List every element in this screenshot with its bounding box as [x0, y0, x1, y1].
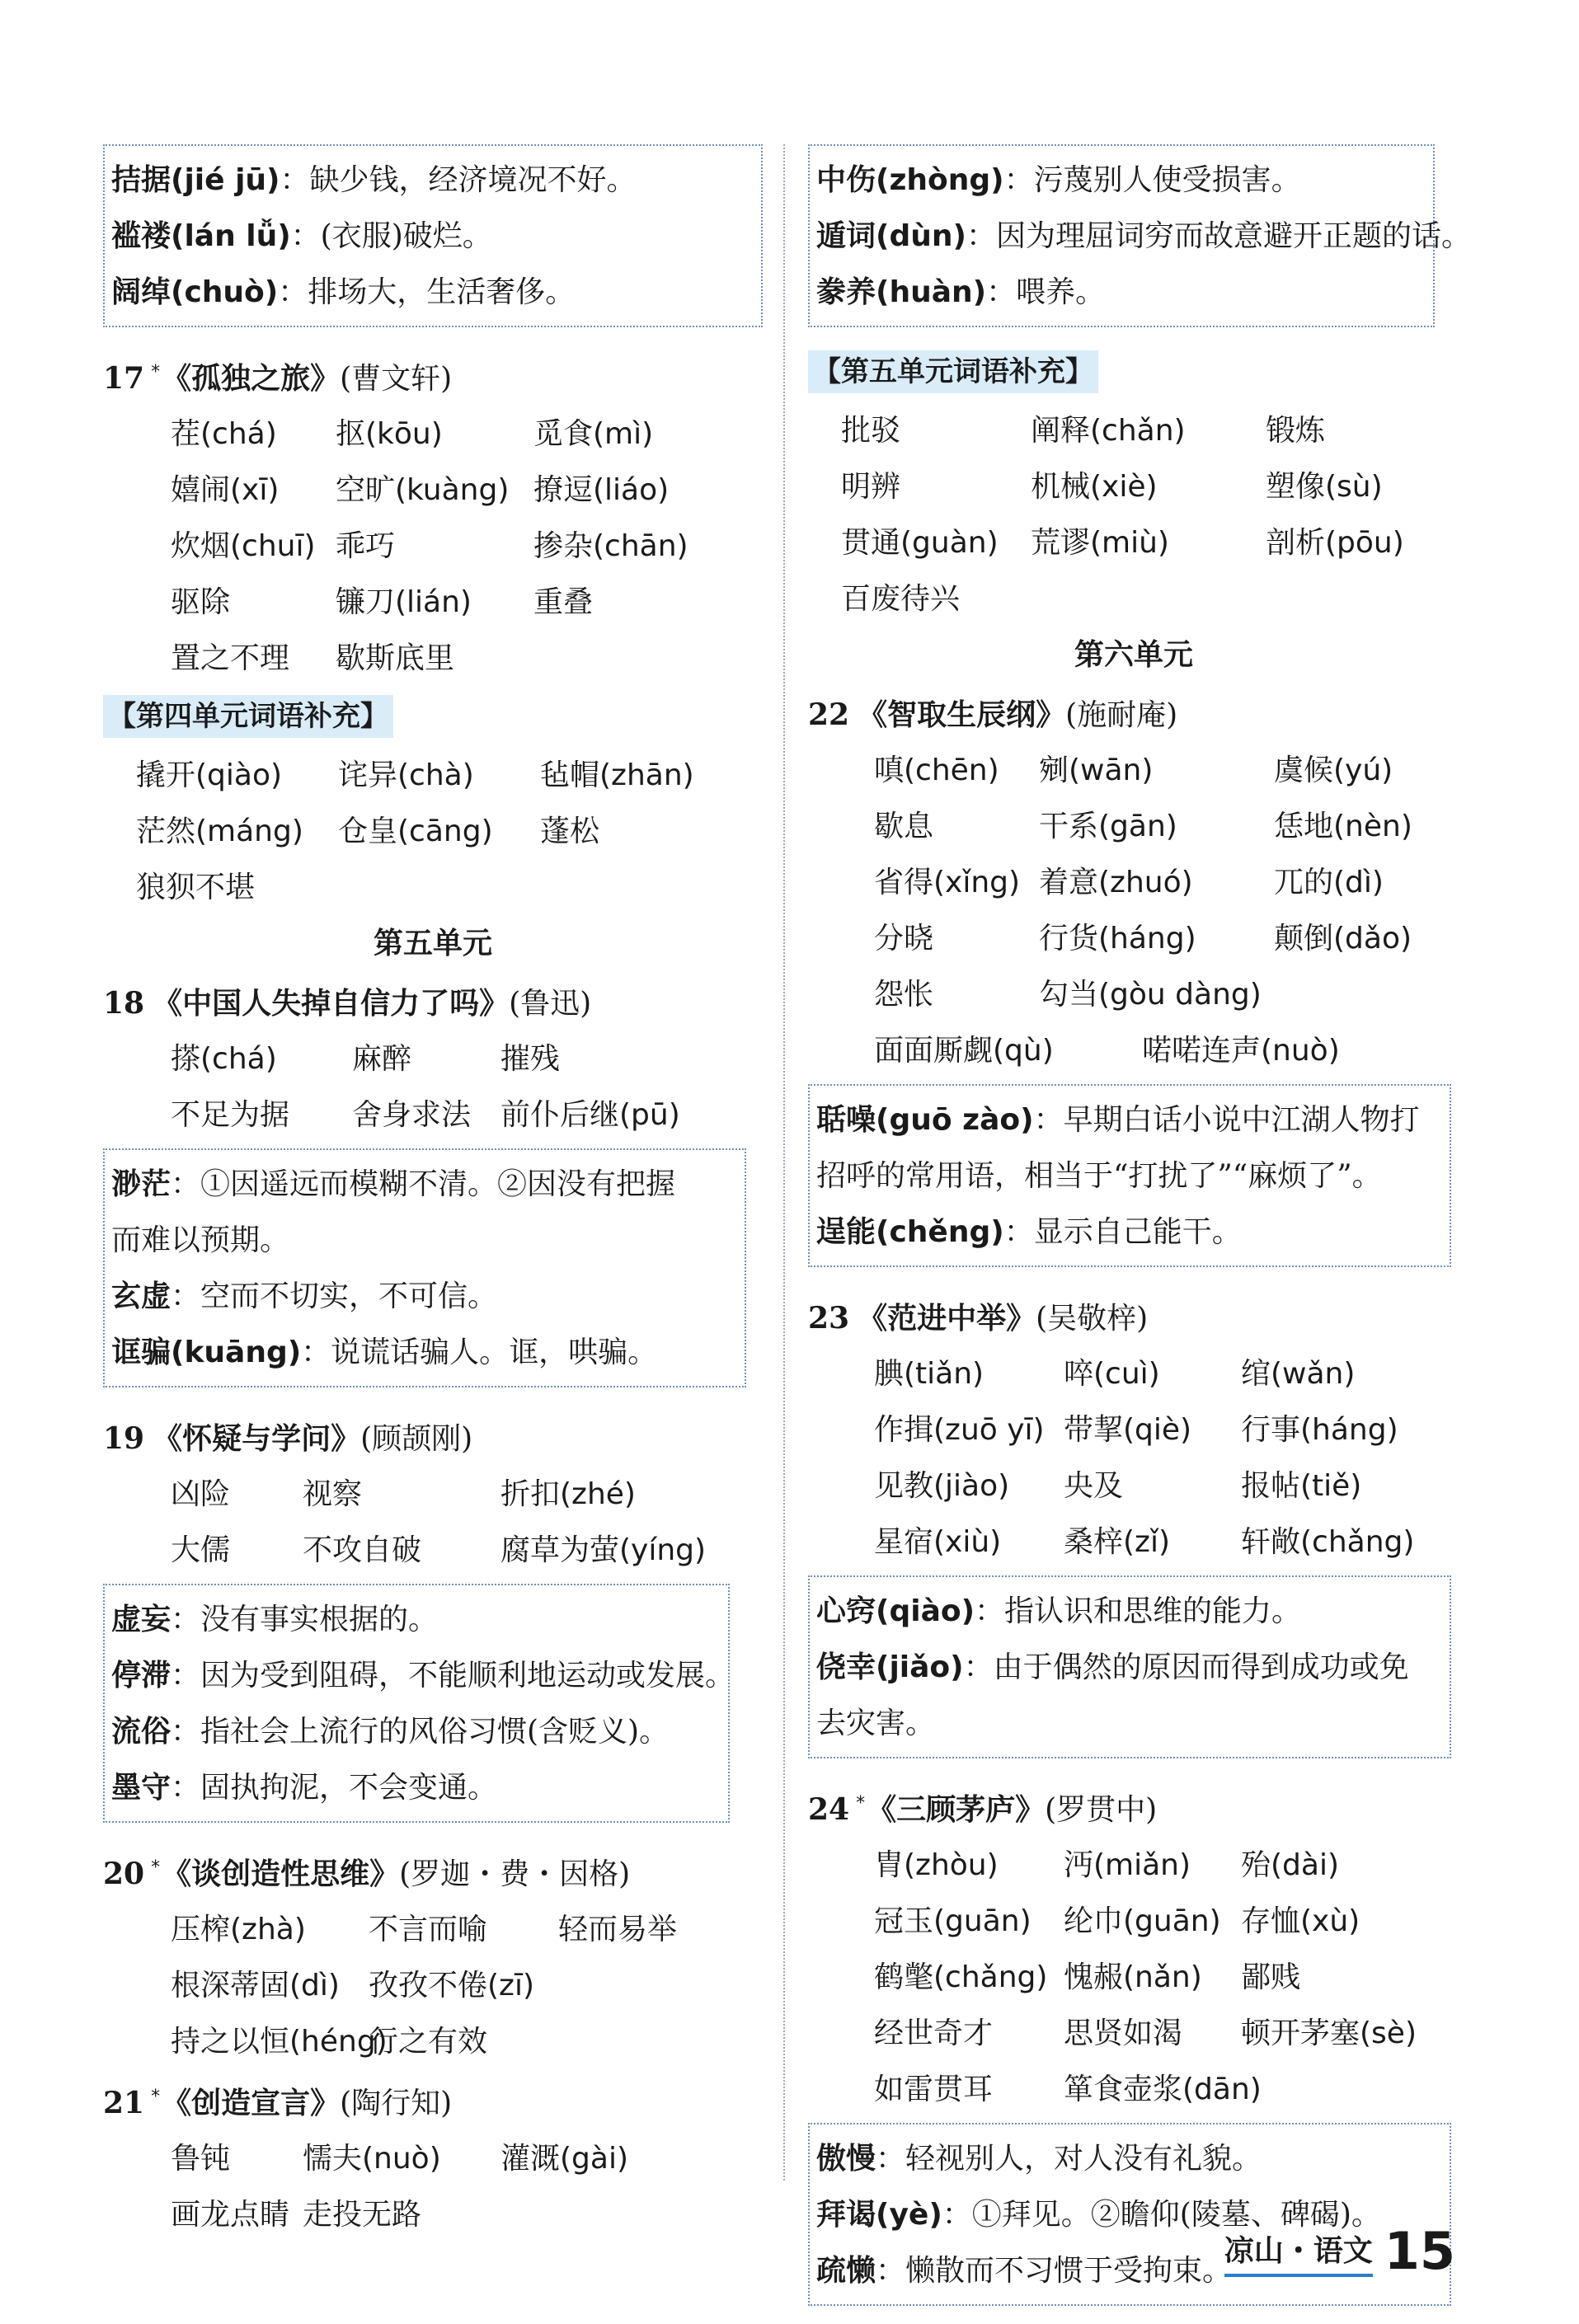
vocab-word: 重叠: [533, 585, 594, 619]
unit-supplement-title: 【第四单元词语补充】: [103, 695, 393, 738]
lesson-star: *: [856, 1793, 866, 1814]
vocab-word: [558, 2014, 748, 2070]
definition-text: ：因为理屈词穷而故意避开正题的话。: [966, 219, 1471, 253]
definition-line: [111, 1269, 738, 1325]
definition-text: ：空而不切实，不可信。: [171, 1279, 498, 1313]
footer-label: 凉山・语文: [1224, 2231, 1373, 2277]
vocab-word: [1031, 571, 1266, 627]
vocab-word: 见教(jiào): [874, 1469, 1010, 1503]
vocab-word: 分晓: [874, 922, 934, 955]
definition-text: ：说谎话骗人。诓，哄骗。: [301, 1336, 658, 1369]
definition-line: [816, 1204, 1443, 1261]
word-list: [808, 1838, 1459, 2118]
lesson-number: 23: [808, 1301, 850, 1336]
definition-box: [103, 1584, 735, 1823]
lesson-author: (罗迦・费・因格): [399, 1857, 631, 1891]
definition-term: 阔绰(chuò): [111, 275, 279, 309]
vocab-word: 作揖(zuō yī): [874, 1413, 1045, 1447]
definition-line: [111, 1325, 738, 1381]
vocab-word: 干系(gān): [1039, 810, 1177, 843]
vocab-word: 顿开茅塞(sè): [1241, 2016, 1417, 2050]
definition-text: ：缺少钱，经济境况不好。: [280, 163, 637, 197]
lesson-title: 《创造宣言》: [162, 2087, 341, 2120]
vocab-word: 省得(xǐng): [874, 866, 1021, 899]
definition-text: ：固执拘泥，不会变通。: [171, 1771, 498, 1805]
vocab-word: 勾当(gòu dàng): [1039, 978, 1262, 1012]
definition-term: 聒噪(guō zào): [816, 1103, 1034, 1137]
vocab-word: [540, 860, 754, 916]
definition-line: [111, 1213, 738, 1269]
definition-line: [816, 2131, 1443, 2187]
definition-term: 中伤(zhòng): [816, 163, 1004, 197]
word-list: [808, 403, 1459, 627]
definition-line: [816, 1640, 1443, 1696]
lesson-number: 20: [103, 1857, 145, 1891]
vocab-word: 如雷贯耳: [874, 2073, 994, 2106]
vocab-word: 舍身求法: [352, 1098, 472, 1132]
definition-term: 遁词(dùn): [816, 219, 966, 253]
vocab-word: 压榨(zhà): [171, 1913, 306, 1946]
definition-line: [111, 1592, 721, 1648]
lesson-number: 24: [808, 1792, 850, 1827]
word-list: [808, 1346, 1459, 1570]
definition-box: [808, 144, 1471, 327]
definition-line: [111, 1704, 721, 1760]
definition-term: 傲慢: [816, 2142, 876, 2176]
vocab-word: 镰刀(lián): [336, 585, 472, 619]
vocab-word: 央及: [1064, 1469, 1124, 1503]
lesson-heading: [103, 1841, 763, 1902]
vocab-word: [558, 1958, 748, 2014]
vocab-word: 轻而易举: [558, 1913, 678, 1946]
vocab-word: [500, 2187, 748, 2243]
definition-term: 停滞: [111, 1659, 172, 1693]
definition-text: ：排场大，生活奢侈。: [278, 275, 576, 309]
vocab-word: 胄(zhòu): [874, 1848, 999, 1882]
vocab-word: 走投无路: [303, 2198, 422, 2232]
lesson-title: 《范进中举》: [858, 1302, 1036, 1336]
vocab-word: 炊烟(chuī): [171, 529, 316, 563]
lesson-title: 《中国人失掉自信力了吗》: [153, 987, 510, 1021]
vocab-word: 鄙贱: [1241, 1960, 1301, 1994]
vocab-word: 报帖(tiě): [1241, 1469, 1362, 1503]
lesson-star: *: [151, 362, 161, 383]
vocab-word: 行货(háng): [1039, 922, 1196, 955]
definition-line: [816, 153, 1426, 209]
vocab-word: 腐草为萤(yíng): [500, 1533, 707, 1567]
lesson-star: *: [151, 1857, 161, 1878]
definition-line: [111, 1157, 738, 1213]
word-list: [103, 406, 763, 687]
definition-text: 招呼的常用语，相当于“打扰了”“麻烦了”。: [816, 1159, 1382, 1193]
vocab-word: 视察: [303, 1477, 363, 1511]
lesson-author: (曹文轩): [340, 362, 453, 396]
vocab-word: 塑像(sù): [1266, 470, 1383, 504]
lesson-number: 21: [103, 2086, 145, 2120]
vocab-word: 置之不理: [171, 641, 290, 675]
vocab-word: [338, 860, 540, 916]
lesson-author: (顾颉刚): [360, 1422, 473, 1456]
word-list: [103, 1902, 763, 2070]
vocab-word: 撩逗(liáo): [533, 473, 670, 507]
vocab-word: 诧异(chà): [338, 758, 474, 792]
vocab-word: 嗔(chēn): [874, 754, 999, 787]
vocab-word: 着意(zhuó): [1039, 866, 1193, 899]
definition-term: 拜谒(yè): [816, 2198, 942, 2232]
vocab-word: 麻醉: [352, 1042, 412, 1076]
vocab-word: 撬开(qiào): [136, 758, 283, 792]
vocab-word: [1274, 967, 1488, 1023]
vocab-word: 剜(wān): [1039, 754, 1154, 787]
vocab-word: 怨怅: [874, 978, 934, 1012]
definition-box: [808, 2123, 1451, 2306]
word-list: [808, 1023, 1459, 1079]
vocab-word: 愧赧(nǎn): [1064, 1960, 1202, 1994]
vocab-word: 摧残: [500, 1042, 561, 1076]
lesson-heading: [808, 1777, 1459, 1838]
lesson-author: (罗贯中): [1045, 1793, 1158, 1827]
vocab-word: 抠(kōu): [336, 417, 443, 451]
column-divider: [783, 144, 785, 2181]
definition-text: ：喂养。: [986, 275, 1106, 309]
definition-line: [816, 1092, 1443, 1148]
vocab-word: 星宿(xiù): [874, 1525, 1002, 1559]
vocab-word: 茫然(máng): [136, 815, 303, 848]
vocab-word: 不足为据: [171, 1098, 290, 1132]
definition-line: [816, 1148, 1443, 1204]
definition-line: [111, 265, 754, 321]
vocab-word: 仓皇(cāng): [338, 815, 493, 848]
vocab-word: 持之以恒(héng): [171, 2025, 388, 2059]
lesson-heading: [808, 1285, 1459, 1346]
vocab-word: 鹤氅(chǎng): [874, 1960, 1048, 1994]
vocab-word: 歇息: [874, 810, 934, 843]
definition-text: ：指社会上流行的风俗习惯(含贬义)。: [171, 1715, 670, 1749]
definition-term: 流俗: [111, 1715, 172, 1749]
vocab-word: 恁地(nèn): [1274, 810, 1412, 843]
vocab-word: 阐释(chǎn): [1031, 414, 1186, 448]
vocab-word: 明辨: [841, 470, 901, 504]
vocab-word: 行之有效: [369, 2025, 488, 2059]
lesson-number: 17: [103, 361, 145, 396]
vocab-word: 凶险: [171, 1477, 231, 1511]
vocab-word: 大儒: [171, 1533, 231, 1567]
lesson-title: 《智取生辰纲》: [858, 698, 1066, 732]
vocab-word: 轩敞(chǎng): [1241, 1525, 1415, 1559]
definition-line: [111, 1648, 735, 1704]
definition-text: 而难以预期。: [111, 1223, 290, 1257]
definition-line: [111, 1760, 721, 1816]
vocab-word: 懦夫(nuò): [303, 2142, 441, 2176]
definition-term: 逞能(chěng): [816, 1215, 1004, 1249]
vocab-word: 荒谬(miù): [1031, 526, 1169, 560]
lesson-title: 《怀疑与学问》: [153, 1422, 361, 1456]
lesson-author: (施耐庵): [1065, 698, 1178, 732]
definition-text: ：①因遥远而模糊不清。②因没有把握: [171, 1167, 676, 1201]
vocab-word: 纶巾(guān): [1064, 1904, 1221, 1938]
vocab-word: 不言而喻: [369, 1913, 488, 1946]
vocab-word: 啐(cuì): [1064, 1357, 1160, 1391]
page-number: 15: [1384, 2221, 1455, 2281]
vocab-word: 箪食壶浆(dān): [1064, 2073, 1262, 2106]
definition-line: [816, 1696, 1443, 1752]
vocab-word: 歇斯底里: [336, 641, 455, 675]
definition-term: 拮据(jié jū): [111, 163, 280, 197]
right-column: [808, 144, 1471, 2324]
vocab-word: 狼狈不堪: [136, 871, 256, 904]
vocab-word: 鲁钝: [171, 2142, 231, 2176]
definition-term: 疏懒: [816, 2254, 876, 2288]
lesson-star: *: [151, 2087, 161, 2107]
vocab-word: 思贤如渴: [1064, 2016, 1183, 2050]
vocab-word: 嬉闹(xī): [171, 473, 280, 507]
definition-line: [816, 209, 1471, 265]
definition-term: 侥幸(jiǎo): [816, 1650, 964, 1684]
definition-text: 去灾害。: [816, 1707, 936, 1740]
definition-text: ：指认识和思维的能力。: [975, 1594, 1302, 1628]
vocab-word: 批驳: [841, 414, 901, 448]
definition-box: [808, 1084, 1451, 1267]
definition-box: [808, 1575, 1451, 1758]
lesson-author: (陶行知): [340, 2087, 453, 2120]
definition-term: 褴褛(lán lǚ): [111, 219, 291, 253]
definition-text: ：由于偶然的原因而得到成功或免: [963, 1650, 1409, 1684]
definition-term: 心窍(qiào): [816, 1594, 975, 1628]
vocab-word: 带挈(qiè): [1064, 1413, 1192, 1447]
definition-box: [103, 1148, 746, 1387]
lesson-heading: [103, 345, 763, 406]
definition-line: [816, 265, 1426, 321]
definition-text: ：懒散而不习惯于受拘束。: [876, 2254, 1233, 2288]
lesson-heading: [103, 1406, 763, 1467]
left-column: [103, 144, 763, 2243]
vocab-word: 颠倒(dǎo): [1274, 922, 1412, 955]
vocab-word: [1241, 2062, 1488, 2118]
word-list: [103, 2131, 763, 2243]
vocab-word: 面面厮觑(qù): [874, 1034, 1054, 1068]
vocab-word: 折扣(zhé): [500, 1477, 636, 1511]
definition-line: [111, 209, 754, 265]
unit-title: 第六单元: [1074, 637, 1193, 672]
lesson-title: 《三顾茅庐》: [867, 1793, 1046, 1827]
page-footer: [1224, 2221, 1455, 2281]
definition-box: [103, 144, 763, 327]
vocab-word: [1266, 571, 1480, 627]
vocab-word: 喏喏连声(nuò): [1142, 1034, 1340, 1068]
definition-text: ：因为受到阻碍，不能顺利地运动或发展。: [171, 1659, 735, 1693]
definition-text: ：污蔑别人使受损害。: [1003, 163, 1301, 197]
vocab-word: 搽(chá): [171, 1042, 277, 1076]
word-list: [808, 743, 1459, 1023]
lesson-heading: [103, 970, 763, 1031]
unit-title: 第五单元: [373, 926, 492, 960]
vocab-word: 不攻自破: [303, 1533, 422, 1567]
definition-text: ：没有事实根据的。: [171, 1603, 439, 1636]
definition-term: 诓骗(kuāng): [111, 1336, 302, 1369]
lesson-author: (鲁迅): [509, 987, 592, 1021]
vocab-word: 绾(wǎn): [1241, 1357, 1356, 1391]
definition-term: 墨守: [111, 1771, 172, 1805]
lesson-number: 19: [103, 1421, 145, 1456]
lesson-heading: [103, 2070, 763, 2131]
definition-text: ：(衣服)破烂。: [290, 219, 492, 253]
vocab-word: 行事(háng): [1241, 1413, 1398, 1447]
word-list: [103, 1467, 763, 1579]
vocab-word: 虞候(yú): [1274, 754, 1393, 787]
vocab-word: 毡帽(zhān): [540, 758, 694, 792]
vocab-word: 剖析(pōu): [1266, 526, 1404, 560]
vocab-word: 百废待兴: [841, 582, 961, 616]
vocab-word: 殆(dài): [1241, 1848, 1340, 1882]
vocab-word: 根深蒂固(dì): [171, 1969, 340, 2002]
unit-supplement-title: 【第五单元词语补充】: [808, 350, 1098, 393]
vocab-word: 存恤(xù): [1241, 1904, 1360, 1938]
definition-line: [816, 1584, 1443, 1640]
vocab-word: 锻炼: [1266, 414, 1326, 448]
vocab-word: 画龙点睛: [171, 2198, 290, 2232]
lesson-number: 18: [103, 986, 145, 1021]
lesson-heading: [808, 682, 1459, 743]
vocab-word: 灌溉(gài): [500, 2142, 629, 2176]
definition-text: ：早期白话小说中江湖人物打: [1033, 1103, 1420, 1137]
word-list: [103, 748, 763, 916]
vocab-word: 腆(tiǎn): [874, 1357, 985, 1391]
vocab-word: 贯通(guàn): [841, 526, 999, 560]
definition-text: ：显示自己能干。: [1003, 1215, 1242, 1249]
definition-term: 玄虚: [111, 1279, 172, 1313]
definition-term: 虚妄: [111, 1603, 172, 1636]
vocab-word: 茬(chá): [171, 417, 277, 451]
vocab-word: 机械(xiè): [1031, 470, 1158, 504]
vocab-word: 桑梓(zǐ): [1064, 1525, 1170, 1559]
lesson-number: 22: [808, 697, 850, 732]
vocab-word: 经世奇才: [874, 2016, 994, 2050]
definition-line: [111, 153, 754, 209]
vocab-word: 乖巧: [336, 529, 396, 563]
vocab-word: 驱除: [171, 585, 231, 619]
vocab-word: 觅食(mì): [533, 417, 654, 451]
lesson-title: 《孤独之旅》: [162, 362, 341, 396]
vocab-word: 孜孜不倦(zī): [369, 1969, 534, 2002]
vocab-word: [533, 631, 748, 687]
lesson-title: 《谈创造性思维》: [162, 1857, 400, 1891]
vocab-word: 蓬松: [540, 815, 600, 848]
vocab-word: 掺杂(chān): [533, 529, 688, 563]
definition-term: 渺茫: [111, 1167, 172, 1201]
vocab-word: 空旷(kuàng): [336, 473, 510, 507]
definition-text: ：①拜见。②瞻仰(陵墓、碑碣)。: [942, 2198, 1381, 2232]
vocab-word: 前仆后继(pū): [500, 1098, 680, 1132]
vocab-word: 兀的(dì): [1274, 866, 1384, 899]
vocab-word: 冠玉(guān): [874, 1904, 1032, 1938]
definition-text: ：轻视别人，对人没有礼貌。: [876, 2142, 1262, 2176]
lesson-author: (吴敬梓): [1036, 1302, 1149, 1336]
definition-term: 豢养(huàn): [816, 275, 987, 309]
vocab-word: 沔(miǎn): [1064, 1848, 1191, 1882]
word-list: [103, 1031, 763, 1143]
